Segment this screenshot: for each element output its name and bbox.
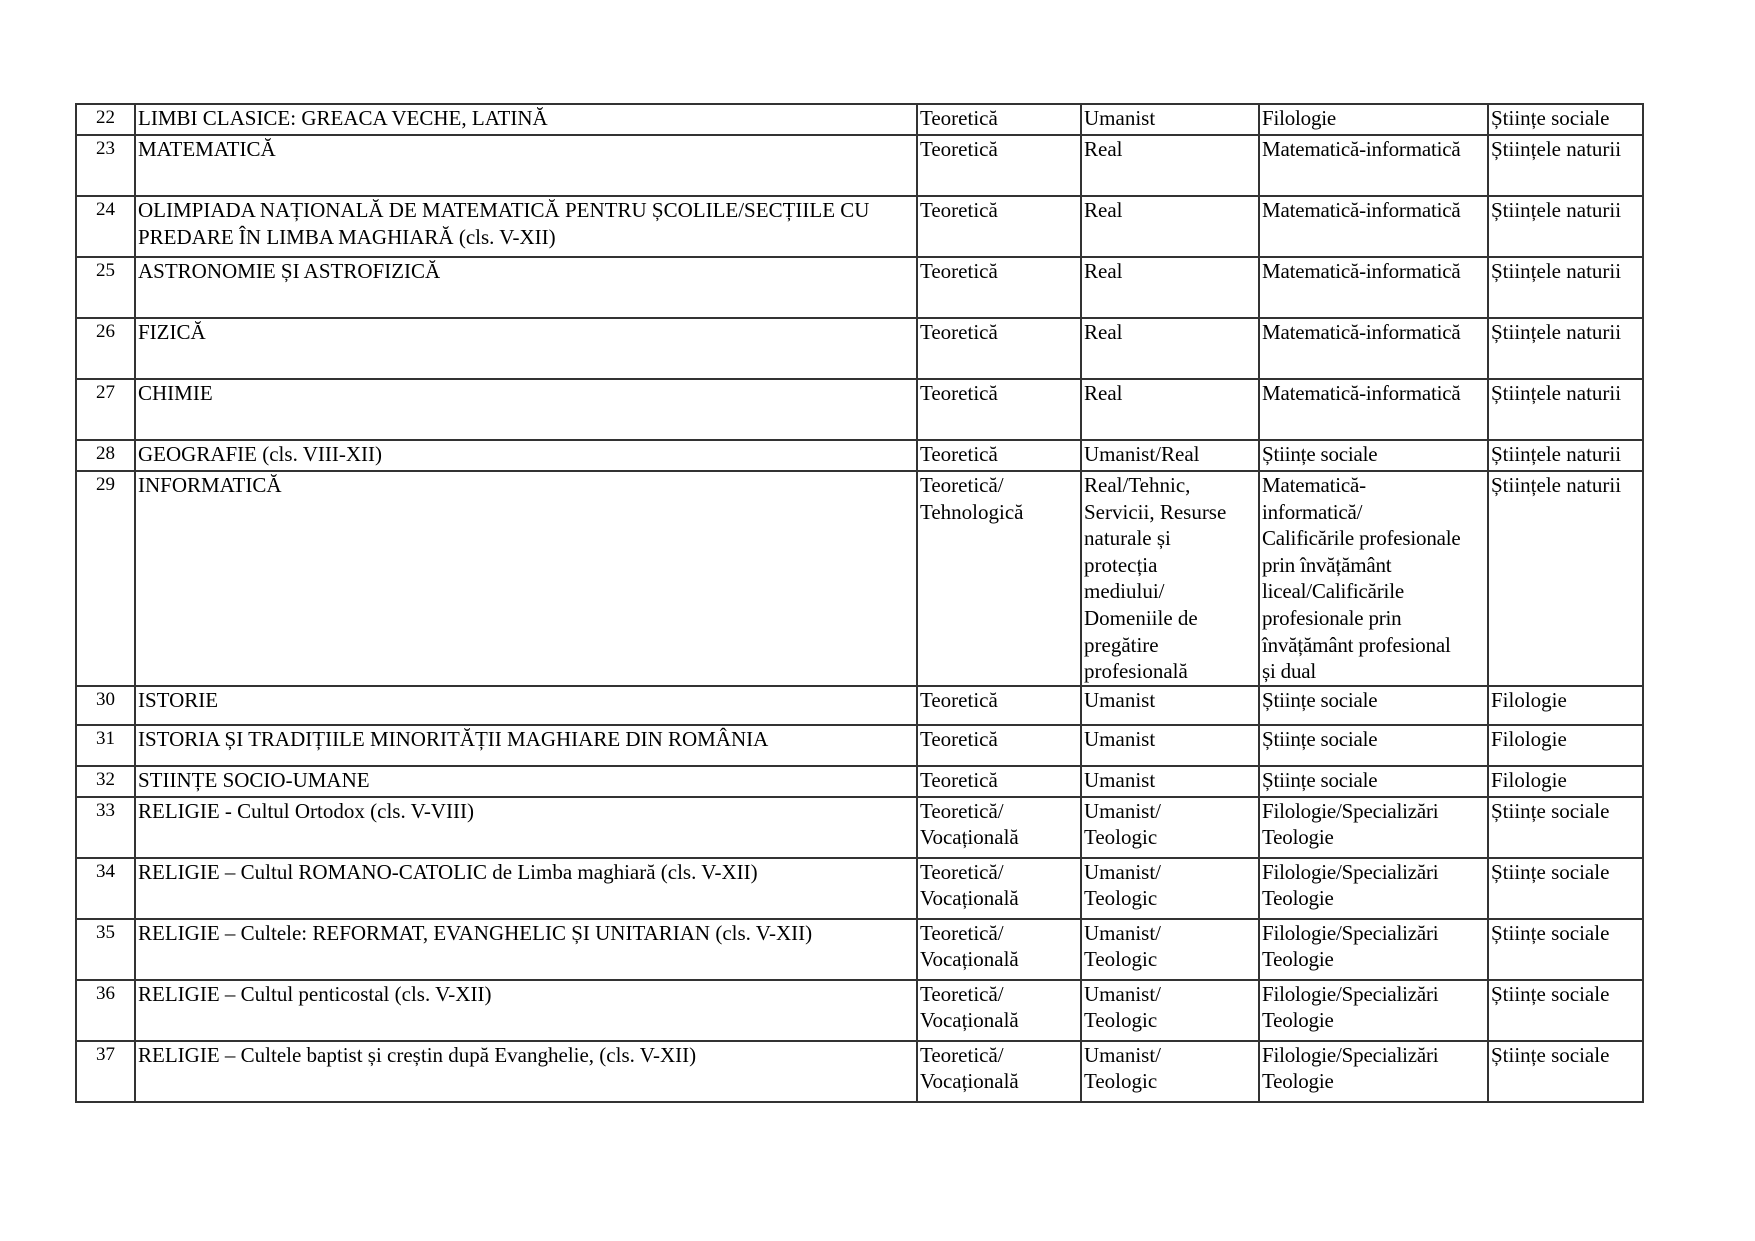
filiera-cell: Teoretică/ Vocațională [917,919,1081,980]
row-number: 31 [76,725,135,766]
filiera-cell: Teoretică [917,440,1081,471]
filiera-cell: Teoretică [917,257,1081,318]
row-number: 32 [76,766,135,797]
profil-cell: Umanist/ Teologic [1081,797,1259,858]
profil-cell: Real [1081,135,1259,196]
row-number: 27 [76,379,135,440]
domeniu-cell: Științele naturii [1488,196,1643,257]
table-row [76,196,1643,257]
table-row [76,766,1643,797]
profil-cell: Umanist [1081,104,1259,135]
profil-cell: Umanist/ Teologic [1081,980,1259,1041]
filiera-cell: Teoretică/ Vocațională [917,980,1081,1041]
discipline-name: ISTORIA ȘI TRADIȚIILE MINORITĂȚII MAGHIARE DIN ROMÂNIA [135,725,917,766]
disciplines-table [75,103,1644,1103]
discipline-name: GEOGRAFIE (cls. VIII-XII) [135,440,917,471]
table-row [76,318,1643,379]
domeniu-cell: Științe sociale [1488,919,1643,980]
specializare-cell: Filologie/Specializări Teologie [1259,1041,1488,1102]
specializare-cell: Științe sociale [1259,440,1488,471]
filiera-cell: Teoretică/ Tehnologică [917,471,1081,686]
domeniu-cell: Științele naturii [1488,135,1643,196]
filiera-cell: Teoretică [917,104,1081,135]
discipline-name: RELIGIE – Cultele: REFORMAT, EVANGHELIC ȘI UNITARIAN (cls. V-XII) [135,919,917,980]
domeniu-cell: Științe sociale [1488,858,1643,919]
specializare-cell: Științe sociale [1259,766,1488,797]
discipline-name: INFORMATICĂ [135,471,917,686]
discipline-name: CHIMIE [135,379,917,440]
domeniu-cell: Științe sociale [1488,1041,1643,1102]
row-number: 29 [76,471,135,686]
domeniu-cell: Filologie [1488,766,1643,797]
specializare-cell: Filologie/Specializări Teologie [1259,919,1488,980]
profil-cell: Umanist [1081,686,1259,725]
profil-cell: Umanist/ Teologic [1081,919,1259,980]
profil-cell: Real [1081,318,1259,379]
specializare-cell: Filologie [1259,104,1488,135]
table-row [76,686,1643,725]
row-number: 23 [76,135,135,196]
row-number: 28 [76,440,135,471]
filiera-cell: Teoretică [917,766,1081,797]
specializare-cell: Matematică-informatică [1259,135,1488,196]
domeniu-cell: Științele naturii [1488,471,1643,686]
domeniu-cell: Filologie [1488,725,1643,766]
row-number: 33 [76,797,135,858]
filiera-cell: Teoretică [917,196,1081,257]
domeniu-cell: Științe sociale [1488,104,1643,135]
table-row [76,858,1643,919]
filiera-cell: Teoretică [917,135,1081,196]
specializare-cell: Filologie/Specializări Teologie [1259,980,1488,1041]
row-number: 30 [76,686,135,725]
profil-cell: Umanist/ Teologic [1081,858,1259,919]
table-row [76,440,1643,471]
table-row [76,980,1643,1041]
row-number: 35 [76,919,135,980]
row-number: 25 [76,257,135,318]
specializare-cell: Matematică-informatică [1259,196,1488,257]
domeniu-cell: Științe sociale [1488,797,1643,858]
discipline-name: OLIMPIADA NAȚIONALĂ DE MATEMATICĂ PENTRU ȘCOLILE/SECȚIILE CU PREDARE ÎN LIMBA MAGHIARĂ (cls. V-XII) [135,196,917,257]
table-body [76,104,1643,1102]
table-row [76,379,1643,440]
row-number: 37 [76,1041,135,1102]
table-row [76,135,1643,196]
discipline-name: FIZICĂ [135,318,917,379]
specializare-cell: Matematică-informatică [1259,379,1488,440]
discipline-name: STIINȚE SOCIO-UMANE [135,766,917,797]
domeniu-cell: Științele naturii [1488,379,1643,440]
table-row [76,797,1643,858]
discipline-name: ISTORIE [135,686,917,725]
filiera-cell: Teoretică [917,686,1081,725]
discipline-name: MATEMATICĂ [135,135,917,196]
domeniu-cell: Științele naturii [1488,257,1643,318]
specializare-cell: Științe sociale [1259,686,1488,725]
table-row [76,257,1643,318]
filiera-cell: Teoretică/ Vocațională [917,1041,1081,1102]
profil-cell: Umanist [1081,766,1259,797]
table-row [76,919,1643,980]
filiera-cell: Teoretică/ Vocațională [917,858,1081,919]
filiera-cell: Teoretică [917,318,1081,379]
row-number: 22 [76,104,135,135]
specializare-cell: Filologie/Specializări Teologie [1259,858,1488,919]
table-row [76,104,1643,135]
table-row [76,1041,1643,1102]
specializare-cell: Matematică- informatică/ Calificările profesionale prin învățământ liceal/Calificările profesionale prin învățământ profesional și dual [1259,471,1488,686]
profil-cell: Real [1081,257,1259,318]
profil-cell: Umanist/ Teologic [1081,1041,1259,1102]
filiera-cell: Teoretică/ Vocațională [917,797,1081,858]
row-number: 24 [76,196,135,257]
discipline-name: LIMBI CLASICE: GREACA VECHE, LATINĂ [135,104,917,135]
profil-cell: Umanist/Real [1081,440,1259,471]
discipline-name: RELIGIE – Cultele baptist și creștin după Evanghelie, (cls. V-XII) [135,1041,917,1102]
specializare-cell: Științe sociale [1259,725,1488,766]
table-row [76,471,1643,686]
domeniu-cell: Științele naturii [1488,318,1643,379]
discipline-name: RELIGIE - Cultul Ortodox (cls. V-VIII) [135,797,917,858]
domeniu-cell: Științele naturii [1488,440,1643,471]
row-number: 36 [76,980,135,1041]
domeniu-cell: Științe sociale [1488,980,1643,1041]
specializare-cell: Filologie/Specializări Teologie [1259,797,1488,858]
row-number: 26 [76,318,135,379]
discipline-name: RELIGIE – Cultul penticostal (cls. V-XII) [135,980,917,1041]
specializare-cell: Matematică-informatică [1259,257,1488,318]
profil-cell: Real [1081,379,1259,440]
filiera-cell: Teoretică [917,379,1081,440]
specializare-cell: Matematică-informatică [1259,318,1488,379]
domeniu-cell: Filologie [1488,686,1643,725]
discipline-name: ASTRONOMIE ȘI ASTROFIZICĂ [135,257,917,318]
filiera-cell: Teoretică [917,725,1081,766]
profil-cell: Umanist [1081,725,1259,766]
discipline-name: RELIGIE – Cultul ROMANO-CATOLIC de Limba maghiară (cls. V-XII) [135,858,917,919]
profil-cell: Real/Tehnic, Servicii, Resurse naturale și protecția mediului/ Domeniile de pregătire profesională [1081,471,1259,686]
table-row [76,725,1643,766]
row-number: 34 [76,858,135,919]
profil-cell: Real [1081,196,1259,257]
